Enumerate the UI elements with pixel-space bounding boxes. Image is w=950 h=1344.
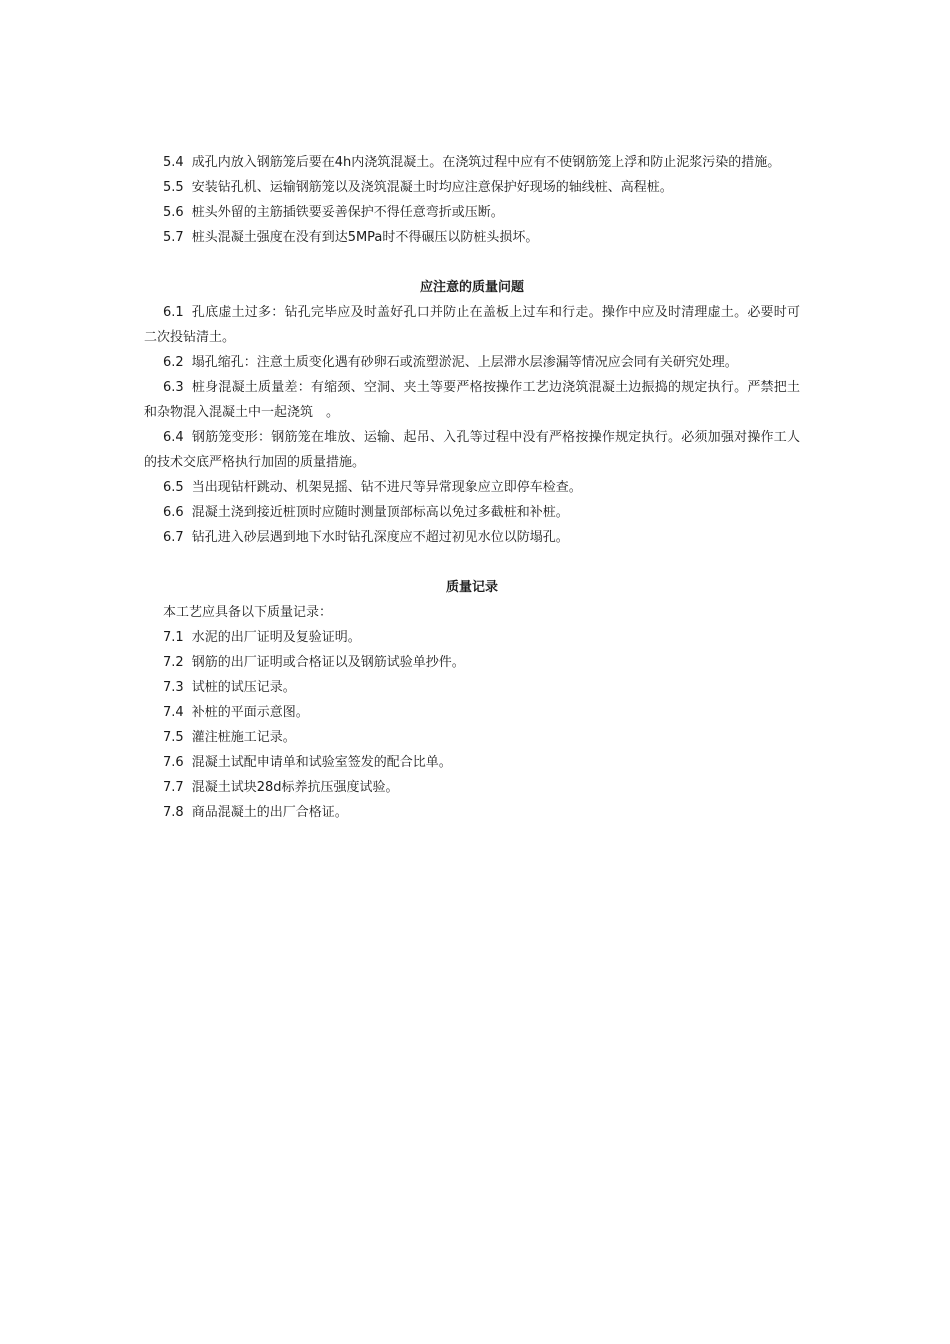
item-number: 5.5	[163, 180, 184, 195]
list-item	[144, 425, 800, 475]
item-text: 水泥的出厂证明及复验证明。	[191, 630, 361, 645]
list-item	[144, 650, 800, 675]
section-5	[144, 150, 800, 250]
list-item	[144, 725, 800, 750]
list-item	[144, 375, 800, 425]
section-spacer	[144, 250, 800, 275]
item-text: 试桩的试压记录。	[191, 680, 296, 695]
item-text: 安装钻孔机、运输钢筋笼以及浇筑混凝土时均应注意保护好现场的轴线桩、高程桩。	[191, 180, 673, 195]
item-text: 孔底虚土过多：钻孔完毕应及时盖好孔口并防止在盖板上过车和行走。操作中应及时清理虚土。必要时可二次投钻清土。	[144, 305, 800, 345]
item-text: 桩头外留的主筋插铁要妥善保护不得任意弯折或压断。	[191, 205, 504, 220]
item-number: 6.3	[163, 380, 184, 395]
item-number: 7.3	[163, 680, 184, 695]
item-text: 钢筋笼变形：钢筋笼在堆放、运输、起吊、入孔等过程中没有严格按操作规定执行。必须加强对操作工人的技术交底严格执行加固的质量措施。	[144, 430, 800, 470]
item-text: 塌孔缩孔：注意土质变化遇有砂卵石或流塑淤泥、上层滞水层渗漏等情况应会同有关研究处理。	[191, 355, 738, 370]
list-item	[144, 675, 800, 700]
list-item	[144, 150, 800, 175]
item-number: 7.7	[163, 780, 184, 795]
list-item	[144, 525, 800, 550]
item-text: 灌注桩施工记录。	[191, 730, 296, 745]
item-number: 6.1	[163, 305, 184, 320]
section-intro: 本工艺应具备以下质量记录：	[163, 605, 333, 620]
item-number: 7.1	[163, 630, 184, 645]
item-number: 5.4	[163, 155, 184, 170]
item-text: 商品混凝土的出厂合格证。	[191, 805, 348, 820]
item-number: 7.2	[163, 655, 184, 670]
item-text: 成孔内放入钢筋笼后要在4h内浇筑混凝土。在浇筑过程中应有不使钢筋笼上浮和防止泥浆污染的措施。	[191, 155, 781, 170]
section-6	[144, 275, 800, 550]
list-item	[144, 175, 800, 200]
section-spacer	[144, 550, 800, 575]
list-item	[144, 300, 800, 350]
item-number: 6.7	[163, 530, 184, 545]
item-number: 7.4	[163, 705, 184, 720]
list-item	[144, 750, 800, 775]
item-text: 钢筋的出厂证明或合格证以及钢筋试验单抄件。	[191, 655, 465, 670]
item-number: 6.4	[163, 430, 184, 445]
list-item	[144, 200, 800, 225]
item-number: 5.7	[163, 230, 184, 245]
item-text: 混凝土试配申请单和试验室签发的配合比单。	[191, 755, 452, 770]
document-page	[144, 150, 800, 825]
item-number: 7.5	[163, 730, 184, 745]
list-item	[144, 800, 800, 825]
item-number: 7.8	[163, 805, 184, 820]
item-text: 混凝土浇到接近桩顶时应随时测量顶部标高以免过多截桩和补桩。	[191, 505, 569, 520]
list-item	[144, 225, 800, 250]
item-number: 5.6	[163, 205, 184, 220]
item-text: 桩头混凝土强度在没有到达5MPa时不得碾压以防桩头损坏。	[191, 230, 539, 245]
item-number: 7.6	[163, 755, 184, 770]
list-item	[144, 350, 800, 375]
item-number: 6.6	[163, 505, 184, 520]
list-item	[144, 475, 800, 500]
list-item	[144, 625, 800, 650]
list-item	[144, 500, 800, 525]
section-heading: 质量记录	[445, 580, 498, 595]
list-item	[144, 775, 800, 800]
item-text: 补桩的平面示意图。	[191, 705, 309, 720]
item-text: 桩身混凝土质量差：有缩颈、空洞、夹土等要严格按操作工艺边浇筑混凝土边振捣的规定执行。严禁把土和杂物混入混凝土中一起浇筑 。	[144, 380, 800, 420]
item-text: 混凝土试块28d标养抗压强度试验。	[191, 780, 399, 795]
item-number: 6.2	[163, 355, 184, 370]
section-heading: 应注意的质量问题	[419, 280, 524, 295]
item-number: 6.5	[163, 480, 184, 495]
item-text: 钻孔进入砂层遇到地下水时钻孔深度应不超过初见水位以防塌孔。	[191, 530, 569, 545]
list-item	[144, 700, 800, 725]
section-7	[144, 575, 800, 825]
item-text: 当出现钻杆跳动、机架晃摇、钻不进尺等异常现象应立即停车检查。	[191, 480, 582, 495]
